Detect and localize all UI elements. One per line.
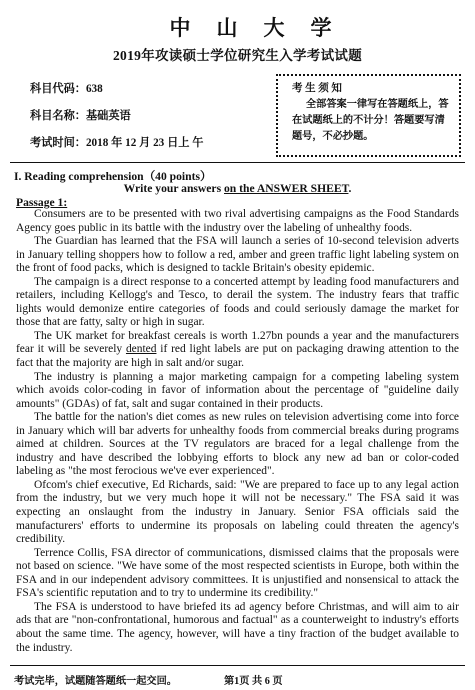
passage-paragraph: The campaign is a direct response to a concerted attempt by leading food manufacturers and retailers, including Kellogg's and Tesco, to derail the system. The industry fears that traffic lights would demonize entire categories of foods and could seriously damage the market for those that are fatty, salty or high in sugar. — [16, 275, 459, 329]
subject-name-value: 基础英语 — [85, 110, 131, 122]
passage-paragraph: The FSA is understood to have briefed its ad agency before Christmas, and will aim to air ads that are "non-confrontational, humorous and factual" as a counterweight to industry's efforts about the same time. The agency, however, will have a tiny fraction of the budget available to the industry. — [16, 600, 459, 654]
candidate-notice-box — [276, 74, 461, 157]
footer-instruction: 考试完毕，试题随答题纸一起交回。 — [14, 676, 177, 687]
instruction-text: Write your answers — [123, 182, 224, 195]
paragraph-text: The UK market for breakfast cereals is worth 1.27bn pounds a year and the manufacturers fear it will be severely — [16, 329, 459, 356]
exam-time-label: 考试时间： — [30, 137, 86, 149]
passage-paragraph: Consumers are to be presented with two rival advertising campaigns as the Food Standards Agency goes public in its battle with the industry over the labeling of unhealthy foods. — [16, 208, 459, 234]
exam-time-value: 2018 年 12 月 23 日上 午 — [85, 137, 204, 149]
exam-title: 2019年攻读硕士学位研究生入学考试试题 — [113, 48, 362, 63]
paragraph-text: if red light labels are put on packaging drawing attention to the fact that the majority are high in salt and/or sugar. — [16, 343, 459, 370]
notice-body: 全部答案一律写在答题纸上，答在试题纸上的不计分！答题要写清题号，不必抄题。 — [292, 99, 449, 142]
passage-text — [16, 208, 459, 655]
university-name: 中山大学 — [169, 16, 358, 40]
notice-heading: 考 生 须 知 — [292, 83, 342, 94]
instruction-answer-sheet: on the ANSWER SHEET — [224, 182, 349, 195]
instruction-end: . — [348, 182, 352, 195]
exam-time-row — [30, 134, 203, 150]
passage-paragraph — [16, 330, 459, 371]
subject-code-row — [30, 80, 103, 96]
passage-paragraph: The Guardian has learned that the FSA will launch a series of 10-second television adverts in January telling shoppers how to follow a red, amber and green traffic light labeling system on the front of food packs, which is designed to tackle Britain's obesity epidemic. — [16, 235, 459, 275]
section-heading: I. Reading comprehension（40 points） — [14, 170, 212, 183]
subject-name-label: 科目名称： — [30, 110, 86, 122]
footer-divider — [10, 665, 465, 666]
underlined-word: dented — [125, 343, 157, 356]
passage-paragraph: Ofcom's chief executive, Ed Richards, said: "We are prepared to face up to any legal action from the industry, but we very much hope it will not be necessary." The FSA said it was expecting an onslaught from the industry in January. Senior FSA officials said the manufacturers' efforts to undermine its proposals on labeling could threaten the agency's credibility. — [16, 478, 459, 546]
subject-code-value: 638 — [85, 83, 103, 95]
passage-paragraph: The industry is planning a major marketing campaign for a competing labeling system which avoids color-coding in favor of information about the percentage of "guideline daily amounts" (GDAs) of fat, salt and sugar contained in their products. — [16, 370, 459, 410]
section-instruction — [0, 182, 475, 195]
subject-name-row — [30, 107, 131, 123]
header-divider — [10, 162, 465, 163]
page-number: 第1页 共 6 页 — [224, 676, 283, 687]
passage-label: Passage 1: — [16, 196, 68, 209]
passage-paragraph: Terrence Collis, FSA director of communications, dismissed claims that the proposals were not based on science. "We have some of the most respected scientists in Europe, both within the FSA and in our independent advisory committees. It is unjustified and nonsensical to attack the FSA's scientific reputation and to try to undermine its credibility." — [16, 546, 459, 600]
subject-code-label: 科目代码： — [30, 83, 86, 95]
passage-paragraph: The battle for the nation's diet comes as new rules on television advertising come into force in January which will bar adverts for unhealthy foods from commercial breaks during programs aimed at children. Sources at the TV regulators are braced for a legal challenge from the industry and have described the lobbying efforts to block any new ad ban or color-coded labeling as "the most ferocious we've ever experienced". — [16, 411, 459, 478]
